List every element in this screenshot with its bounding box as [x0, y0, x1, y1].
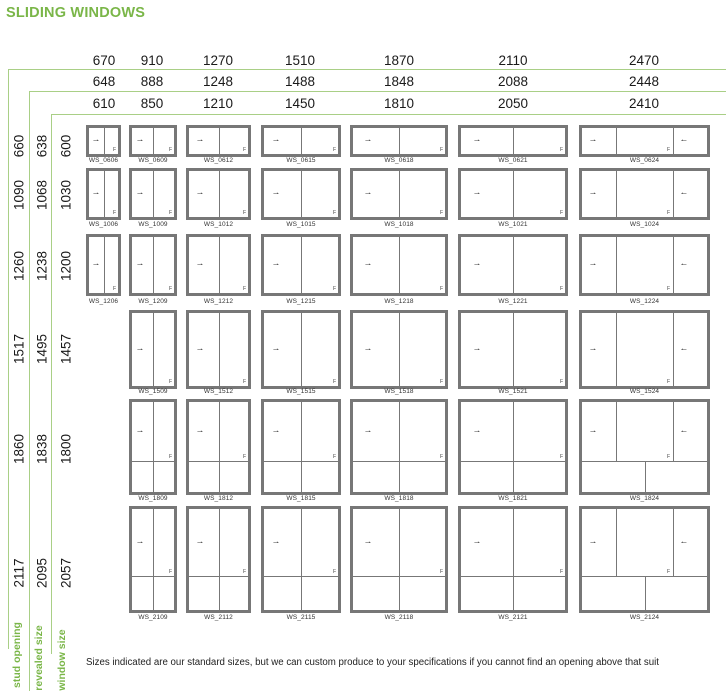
guide-line-stud-h [8, 69, 726, 70]
fixed-pane-marker: F [243, 286, 247, 292]
window-code-label: WS_2121 [498, 614, 528, 621]
lower-light-divider [399, 576, 400, 610]
window-code-label: WS_1018 [384, 221, 414, 228]
window-code-label: WS_2109 [138, 614, 168, 621]
sash-divider [513, 171, 514, 217]
guide-line-revealed-v [29, 91, 30, 691]
slide-right-icon: ⇀ [137, 540, 143, 547]
window-frame [261, 125, 341, 157]
sash-divider [219, 128, 220, 154]
slide-right-icon: ⇀ [590, 262, 596, 269]
sash-divider [673, 313, 674, 386]
width-label-stud: 670 [92, 53, 116, 68]
slide-right-icon: ⇀ [590, 191, 596, 198]
slide-right-icon: ⇀ [197, 191, 203, 198]
window-code-label: WS_0609 [138, 157, 168, 164]
slide-right-icon: ⇀ [474, 540, 480, 547]
fixed-pane-marker: F [333, 286, 337, 292]
sash-divider [616, 237, 617, 293]
fixed-pane-marker: F [667, 569, 671, 575]
fixed-pane-marker: F [113, 286, 117, 292]
sash-divider [616, 313, 617, 386]
sash-divider [616, 402, 617, 461]
sash-divider [219, 509, 220, 576]
slide-left-icon: ↼ [681, 191, 687, 198]
window-frame [186, 125, 251, 157]
lower-light-divider [153, 461, 154, 492]
guide-line-revealed-h [29, 91, 726, 92]
width-label-window: 850 [140, 96, 164, 111]
slide-right-icon: ⇀ [365, 540, 371, 547]
fixed-pane-marker: F [243, 454, 247, 460]
window-code-label: WS_1818 [384, 495, 414, 502]
width-label-revealed: 1488 [284, 74, 316, 89]
sash-divider [399, 237, 400, 293]
window-frame [86, 168, 121, 220]
width-label-window: 1810 [383, 96, 415, 111]
sash-divider [673, 171, 674, 217]
slide-right-icon: ⇀ [197, 429, 203, 436]
fixed-pane-marker: F [333, 210, 337, 216]
lower-light-divider [219, 461, 220, 492]
width-label-stud: 2110 [498, 53, 528, 68]
slide-right-icon: ⇀ [273, 429, 279, 436]
window-frame [458, 125, 568, 157]
sash-divider [301, 237, 302, 293]
fixed-pane-marker: F [560, 147, 564, 153]
width-label-revealed: 2088 [497, 74, 529, 89]
fixed-pane-marker: F [440, 210, 444, 216]
lower-light-divider [645, 576, 646, 610]
axis-label-window-size: window size [56, 629, 68, 691]
sash-divider [673, 509, 674, 576]
window-code-label: WS_1206 [88, 298, 119, 305]
sash-divider [399, 313, 400, 386]
slide-right-icon: ⇀ [474, 191, 480, 198]
sash-divider [104, 171, 105, 217]
fixed-pane-marker: F [243, 147, 247, 153]
window-frame [261, 399, 341, 495]
window-code-label: WS_1215 [286, 298, 316, 305]
slide-right-icon: ⇀ [137, 347, 143, 354]
fixed-pane-marker: F [243, 379, 247, 385]
fixed-pane-marker: F [440, 286, 444, 292]
fixed-pane-marker: F [667, 286, 671, 292]
sash-divider [673, 128, 674, 154]
window-code-label: WS_1509 [138, 388, 168, 395]
height-label-window: 1800 [58, 433, 74, 465]
window-frame [129, 506, 177, 613]
slide-right-icon: ⇀ [590, 347, 596, 354]
lower-light-divider [513, 576, 514, 610]
window-frame [129, 168, 177, 220]
window-frame [579, 310, 710, 389]
height-label-revealed: 1068 [34, 179, 50, 211]
slide-right-icon: ⇀ [273, 347, 279, 354]
window-code-label: WS_1021 [498, 221, 528, 228]
width-label-stud: 2470 [628, 53, 660, 68]
slide-right-icon: ⇀ [197, 540, 203, 547]
lower-light-divider [301, 576, 302, 610]
fixed-pane-marker: F [169, 454, 173, 460]
window-frame [129, 125, 177, 157]
axis-label-stud-opening: stud opening [11, 622, 23, 688]
width-label-stud: 1510 [284, 53, 316, 68]
width-label-revealed: 888 [140, 74, 164, 89]
fixed-pane-marker: F [440, 379, 444, 385]
window-code-label: WS_1521 [498, 388, 528, 395]
height-label-window: 1030 [58, 179, 74, 211]
height-label-stud: 2117 [11, 558, 27, 588]
slide-right-icon: ⇀ [474, 347, 480, 354]
slide-right-icon: ⇀ [273, 138, 279, 145]
slide-right-icon: ⇀ [365, 429, 371, 436]
sash-divider [399, 171, 400, 217]
window-code-label: WS_0618 [384, 157, 414, 164]
window-code-label: WS_0606 [88, 157, 119, 164]
sash-divider [301, 402, 302, 461]
window-code-label: WS_1212 [203, 298, 234, 305]
window-frame [350, 506, 448, 613]
fixed-pane-marker: F [169, 286, 173, 292]
width-label-window: 1450 [284, 96, 316, 111]
sash-divider [513, 509, 514, 576]
window-code-label: WS_0621 [498, 157, 528, 164]
slide-right-icon: ⇀ [474, 138, 480, 145]
window-frame [458, 310, 568, 389]
window-code-label: WS_1815 [286, 495, 316, 502]
window-frame [579, 125, 710, 157]
window-frame [186, 234, 251, 296]
sash-divider [301, 128, 302, 154]
height-label-stud: 1090 [11, 179, 27, 211]
sash-divider [153, 171, 154, 217]
window-code-label: WS_1009 [138, 221, 168, 228]
lower-light-divider [219, 576, 220, 610]
height-label-revealed: 1838 [34, 433, 50, 465]
window-frame [261, 168, 341, 220]
window-code-label: WS_1024 [629, 221, 660, 228]
window-frame [579, 506, 710, 613]
sash-divider [153, 313, 154, 386]
slide-right-icon: ⇀ [365, 347, 371, 354]
window-code-label: WS_0615 [286, 157, 316, 164]
sash-divider [673, 237, 674, 293]
window-code-label: WS_1821 [498, 495, 528, 502]
height-label-stud: 1260 [11, 250, 27, 282]
slide-left-icon: ↼ [681, 138, 687, 145]
sash-divider [301, 171, 302, 217]
slide-left-icon: ↼ [681, 347, 687, 354]
lower-light-divider [301, 461, 302, 492]
slide-right-icon: ⇀ [93, 262, 99, 269]
slide-right-icon: ⇀ [93, 191, 99, 198]
window-frame [261, 234, 341, 296]
sash-divider [673, 402, 674, 461]
sash-divider [219, 237, 220, 293]
fixed-pane-marker: F [667, 454, 671, 460]
sash-divider [513, 402, 514, 461]
slide-right-icon: ⇀ [474, 262, 480, 269]
window-frame [350, 310, 448, 389]
window-frame [86, 125, 121, 157]
height-label-revealed: 1495 [34, 333, 50, 365]
slide-right-icon: ⇀ [273, 540, 279, 547]
window-code-label: WS_1221 [498, 298, 528, 305]
fixed-pane-marker: F [560, 379, 564, 385]
fixed-pane-marker: F [440, 569, 444, 575]
window-code-label: WS_1209 [138, 298, 168, 305]
sash-divider [513, 128, 514, 154]
fixed-pane-marker: F [333, 147, 337, 153]
fixed-pane-marker: F [113, 210, 117, 216]
slide-left-icon: ↼ [681, 262, 687, 269]
height-label-revealed: 1238 [34, 250, 50, 282]
width-label-stud: 910 [140, 53, 164, 68]
window-code-label: WS_1224 [629, 298, 660, 305]
sash-divider [513, 313, 514, 386]
footnote: Sizes indicated are our standard sizes, but we can custom produce to your specifications if you cannot find an opening above that suit [86, 657, 659, 668]
sash-divider [301, 509, 302, 576]
slide-right-icon: ⇀ [137, 262, 143, 269]
sash-divider [513, 237, 514, 293]
window-code-label: WS_1218 [384, 298, 414, 305]
width-label-window: 2050 [497, 96, 529, 111]
sash-divider [153, 402, 154, 461]
page-title: SLIDING WINDOWS [6, 5, 146, 21]
window-code-label: WS_1809 [138, 495, 168, 502]
fixed-pane-marker: F [667, 147, 671, 153]
window-code-label: WS_1824 [629, 495, 660, 502]
height-label-revealed: 2095 [34, 557, 50, 589]
fixed-pane-marker: F [169, 210, 173, 216]
slide-right-icon: ⇀ [197, 138, 203, 145]
window-frame [129, 310, 177, 389]
sash-divider [616, 171, 617, 217]
sash-divider [301, 313, 302, 386]
window-code-label: WS_1812 [203, 495, 234, 502]
sash-divider [219, 402, 220, 461]
slide-right-icon: ⇀ [365, 138, 371, 145]
sash-divider [219, 313, 220, 386]
window-frame [186, 168, 251, 220]
height-label-stud: 660 [11, 134, 27, 158]
height-label-window: 1457 [58, 333, 74, 365]
slide-left-icon: ↼ [681, 540, 687, 547]
fixed-pane-marker: F [560, 210, 564, 216]
sash-divider [104, 237, 105, 293]
window-code-label: WS_1015 [286, 221, 316, 228]
slide-right-icon: ⇀ [197, 262, 203, 269]
window-frame [579, 399, 710, 495]
width-label-revealed: 2448 [628, 74, 660, 89]
axis-label-revealed-size: revealed size [33, 625, 45, 691]
slide-right-icon: ⇀ [137, 138, 143, 145]
guide-line-window-v [51, 114, 52, 654]
window-frame [458, 506, 568, 613]
fixed-pane-marker: F [243, 210, 247, 216]
sash-divider [616, 509, 617, 576]
window-code-label: WS_2118 [384, 614, 414, 621]
lower-light-divider [399, 461, 400, 492]
window-frame [458, 234, 568, 296]
window-frame [86, 234, 121, 296]
window-frame [129, 399, 177, 495]
slide-right-icon: ⇀ [365, 191, 371, 198]
fixed-pane-marker: F [169, 147, 173, 153]
lower-light-divider [513, 461, 514, 492]
sash-divider [153, 128, 154, 154]
window-code-label: WS_1012 [203, 221, 234, 228]
fixed-pane-marker: F [440, 454, 444, 460]
width-label-window: 2410 [628, 96, 660, 111]
sash-divider [399, 402, 400, 461]
window-frame [186, 399, 251, 495]
slide-left-icon: ↼ [681, 429, 687, 436]
slide-right-icon: ⇀ [365, 262, 371, 269]
slide-right-icon: ⇀ [137, 429, 143, 436]
width-label-window: 1210 [202, 96, 234, 111]
slide-right-icon: ⇀ [273, 262, 279, 269]
fixed-pane-marker: F [169, 569, 173, 575]
window-frame [350, 234, 448, 296]
window-frame [261, 310, 341, 389]
fixed-pane-marker: F [667, 210, 671, 216]
fixed-pane-marker: F [333, 454, 337, 460]
height-label-window: 600 [58, 134, 74, 158]
fixed-pane-marker: F [440, 147, 444, 153]
fixed-pane-marker: F [560, 454, 564, 460]
sash-divider [104, 128, 105, 154]
slide-right-icon: ⇀ [590, 540, 596, 547]
slide-right-icon: ⇀ [590, 429, 596, 436]
window-frame [129, 234, 177, 296]
fixed-pane-marker: F [243, 569, 247, 575]
window-code-label: WS_0624 [629, 157, 660, 164]
fixed-pane-marker: F [560, 569, 564, 575]
window-frame [261, 506, 341, 613]
window-code-label: WS_2124 [629, 614, 660, 621]
height-label-revealed: 638 [34, 134, 50, 158]
fixed-pane-marker: F [113, 147, 117, 153]
slide-right-icon: ⇀ [137, 191, 143, 198]
sash-divider [219, 171, 220, 217]
slide-right-icon: ⇀ [197, 347, 203, 354]
window-code-label: WS_1512 [203, 388, 234, 395]
window-code-label: WS_2115 [286, 614, 316, 621]
window-frame [350, 399, 448, 495]
window-frame [186, 506, 251, 613]
guide-line-window-h [51, 114, 726, 115]
window-frame [350, 125, 448, 157]
window-code-label: WS_1006 [88, 221, 119, 228]
height-label-window: 1200 [58, 250, 74, 282]
height-label-stud: 1517 [11, 333, 27, 365]
window-frame [350, 168, 448, 220]
sash-divider [153, 237, 154, 293]
height-label-stud: 1860 [11, 433, 27, 465]
width-label-stud: 1270 [202, 53, 234, 68]
sash-divider [616, 128, 617, 154]
window-frame [186, 310, 251, 389]
window-code-label: WS_0612 [203, 157, 234, 164]
fixed-pane-marker: F [667, 379, 671, 385]
slide-right-icon: ⇀ [93, 138, 99, 145]
width-label-revealed: 1248 [202, 74, 234, 89]
window-frame [458, 168, 568, 220]
fixed-pane-marker: F [560, 286, 564, 292]
sash-divider [153, 509, 154, 576]
slide-right-icon: ⇀ [590, 138, 596, 145]
window-code-label: WS_1515 [286, 388, 316, 395]
slide-right-icon: ⇀ [273, 191, 279, 198]
lower-light-divider [153, 576, 154, 610]
width-label-revealed: 648 [92, 74, 116, 89]
fixed-pane-marker: F [333, 379, 337, 385]
width-label-window: 610 [92, 96, 116, 111]
sash-divider [399, 509, 400, 576]
height-label-window: 2057 [58, 557, 74, 589]
width-label-revealed: 1848 [383, 74, 415, 89]
sash-divider [399, 128, 400, 154]
window-code-label: WS_1524 [629, 388, 660, 395]
width-label-stud: 1870 [383, 53, 415, 68]
window-code-label: WS_1518 [384, 388, 414, 395]
fixed-pane-marker: F [169, 379, 173, 385]
fixed-pane-marker: F [333, 569, 337, 575]
window-frame [579, 234, 710, 296]
slide-right-icon: ⇀ [474, 429, 480, 436]
window-frame [579, 168, 710, 220]
window-code-label: WS_2112 [204, 614, 233, 621]
lower-light-divider [645, 461, 646, 492]
guide-line-stud-v [8, 69, 9, 649]
window-frame [458, 399, 568, 495]
